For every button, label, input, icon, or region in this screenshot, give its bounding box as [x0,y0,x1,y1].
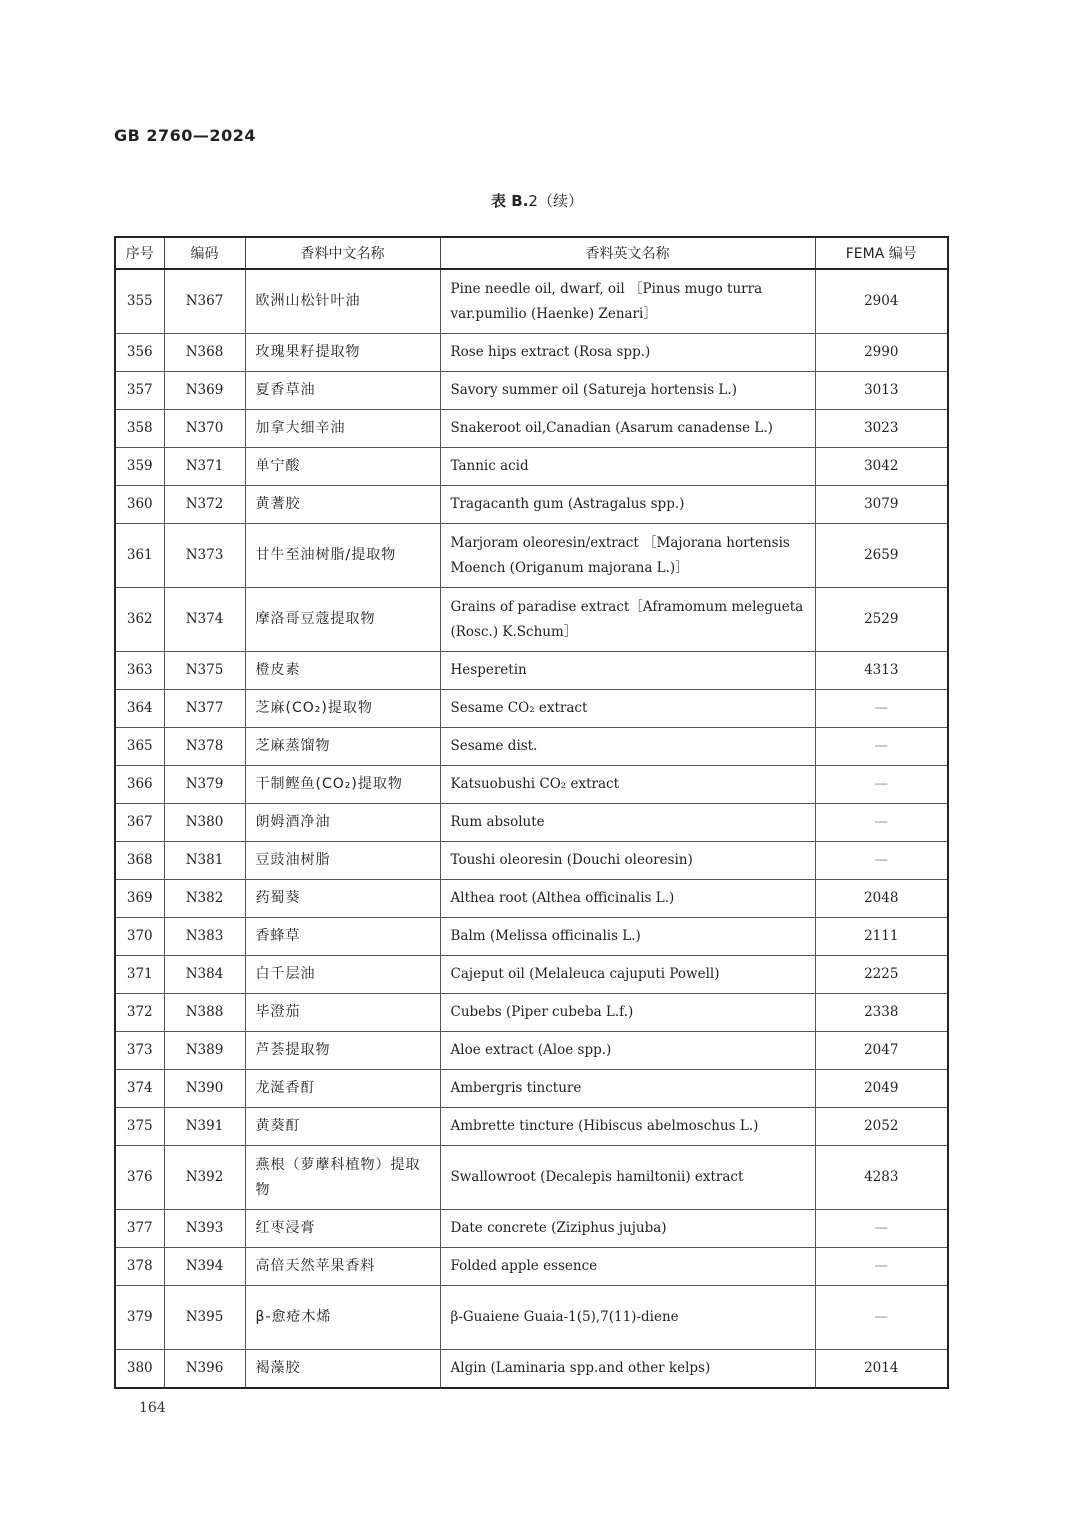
row-fema-number: 2659 [815,524,948,588]
row-code: N382 [164,880,245,918]
row-english-name: Sesame dist. [440,728,815,766]
row-number: 379 [115,1286,164,1350]
row-english-name: Algin (Laminaria spp.and other kelps) [440,1350,815,1389]
row-chinese-name: 豆豉油树脂 [245,842,440,880]
row-english-name: Pine needle oil, dwarf, oil ［Pinus mugo turra var.pumilio (Haenke) Zenari］ [440,269,815,334]
row-code: N374 [164,588,245,652]
row-code: N367 [164,269,245,334]
row-number: 364 [115,690,164,728]
row-english-name: Rose hips extract (Rosa spp.) [440,334,815,372]
row-number: 357 [115,372,164,410]
row-chinese-name: 橙皮素 [245,652,440,690]
row-chinese-name: 干制鲣鱼(CO₂)提取物 [245,766,440,804]
row-number: 371 [115,956,164,994]
row-english-name: Marjoram oleoresin/extract ［Majorana hortensis Moench (Origanum majorana L.)］ [440,524,815,588]
table-row [115,524,948,588]
table-row [115,880,948,918]
table-row [115,690,948,728]
row-chinese-name: 芝麻蒸馏物 [245,728,440,766]
row-number: 374 [115,1070,164,1108]
row-number: 358 [115,410,164,448]
row-english-name: Grains of paradise extract［Aframomum melegueta (Rosc.) K.Schum］ [440,588,815,652]
row-number: 361 [115,524,164,588]
table-row [115,1286,948,1350]
row-fema-number: 2338 [815,994,948,1032]
row-fema-number: — [815,766,948,804]
table-row [115,1146,948,1210]
table-row [115,766,948,804]
row-english-name: β-Guaiene Guaia-1(5),7(11)-diene [440,1286,815,1350]
row-number: 373 [115,1032,164,1070]
row-number: 360 [115,486,164,524]
row-code: N368 [164,334,245,372]
row-english-name: Cajeput oil (Melaleuca cajuputi Powell) [440,956,815,994]
row-fema-number: 2052 [815,1108,948,1146]
row-fema-number: — [815,804,948,842]
row-number: 362 [115,588,164,652]
row-english-name: Rum absolute [440,804,815,842]
row-chinese-name: 芝麻(CO₂)提取物 [245,690,440,728]
row-fema-number: 3023 [815,410,948,448]
row-chinese-name: 夏香草油 [245,372,440,410]
row-chinese-name: 甘牛至油树脂/提取物 [245,524,440,588]
row-code: N369 [164,372,245,410]
row-fema-number: 2529 [815,588,948,652]
row-chinese-name: β-愈疮木烯 [245,1286,440,1350]
row-english-name: Swallowroot (Decalepis hamiltonii) extract [440,1146,815,1210]
row-code: N373 [164,524,245,588]
row-code: N388 [164,994,245,1032]
table-row [115,486,948,524]
row-code: N394 [164,1248,245,1286]
row-fema-number: 4313 [815,652,948,690]
table-row [115,269,948,334]
table-row [115,994,948,1032]
row-code: N379 [164,766,245,804]
column-header-english-name: 香料英文名称 [440,237,815,269]
row-number: 363 [115,652,164,690]
page-number: 164 [139,1400,166,1416]
row-fema-number: 2014 [815,1350,948,1389]
row-fema-number: 2049 [815,1070,948,1108]
table-row [115,1350,948,1389]
row-fema-number: 2990 [815,334,948,372]
row-number: 378 [115,1248,164,1286]
row-chinese-name: 黄蓍胶 [245,486,440,524]
row-code: N396 [164,1350,245,1389]
table-row [115,1108,948,1146]
table-title-bold: 表 B. [491,192,529,210]
row-english-name: Savory summer oil (Satureja hortensis L.) [440,372,815,410]
row-code: N375 [164,652,245,690]
row-english-name: Althea root (Althea officinalis L.) [440,880,815,918]
row-chinese-name: 单宁酸 [245,448,440,486]
row-fema-number: 2904 [815,269,948,334]
table-row [115,728,948,766]
row-number: 356 [115,334,164,372]
row-fema-number: — [815,1286,948,1350]
row-chinese-name: 褐藻胶 [245,1350,440,1389]
row-chinese-name: 玫瑰果籽提取物 [245,334,440,372]
table-row [115,1070,948,1108]
row-fema-number: 2111 [815,918,948,956]
row-english-name: Ambergris tincture [440,1070,815,1108]
flavor-table [114,236,949,1389]
row-fema-number: 2048 [815,880,948,918]
row-english-name: Date concrete (Ziziphus jujuba) [440,1210,815,1248]
table-row [115,448,948,486]
table-row [115,334,948,372]
row-number: 355 [115,269,164,334]
table-row [115,1032,948,1070]
row-chinese-name: 欧洲山松针叶油 [245,269,440,334]
row-code: N371 [164,448,245,486]
row-code: N384 [164,956,245,994]
row-chinese-name: 芦荟提取物 [245,1032,440,1070]
row-number: 375 [115,1108,164,1146]
row-number: 359 [115,448,164,486]
row-chinese-name: 黄葵酊 [245,1108,440,1146]
row-code: N393 [164,1210,245,1248]
row-number: 369 [115,880,164,918]
row-fema-number: — [815,842,948,880]
row-english-name: Tragacanth gum (Astragalus spp.) [440,486,815,524]
column-header-chinese-name: 香料中文名称 [245,237,440,269]
table-title [0,190,1074,211]
row-chinese-name: 白千层油 [245,956,440,994]
table-body [115,269,948,1388]
row-english-name: Snakeroot oil,Canadian (Asarum canadense L.) [440,410,815,448]
table-row [115,956,948,994]
row-chinese-name: 药蜀葵 [245,880,440,918]
document-standard-header: GB 2760—2024 [114,126,256,145]
row-english-name: Aloe extract (Aloe spp.) [440,1032,815,1070]
row-fema-number: — [815,1210,948,1248]
row-number: 368 [115,842,164,880]
row-fema-number: 2047 [815,1032,948,1070]
table-row [115,1248,948,1286]
row-fema-number: 3079 [815,486,948,524]
row-fema-number: 3013 [815,372,948,410]
row-chinese-name: 龙涎香酊 [245,1070,440,1108]
row-number: 372 [115,994,164,1032]
row-chinese-name: 摩洛哥豆蔻提取物 [245,588,440,652]
row-number: 377 [115,1210,164,1248]
table-row [115,1210,948,1248]
row-chinese-name: 燕根（萝藦科植物）提取物 [245,1146,440,1210]
row-english-name: Cubebs (Piper cubeba L.f.) [440,994,815,1032]
row-english-name: Folded apple essence [440,1248,815,1286]
row-code: N392 [164,1146,245,1210]
table-row [115,652,948,690]
row-number: 380 [115,1350,164,1389]
row-number: 366 [115,766,164,804]
row-code: N378 [164,728,245,766]
table-header-row [115,237,948,269]
column-header-no: 序号 [115,237,164,269]
row-code: N380 [164,804,245,842]
table-row [115,804,948,842]
table-row [115,842,948,880]
row-chinese-name: 红枣浸膏 [245,1210,440,1248]
row-number: 367 [115,804,164,842]
row-code: N389 [164,1032,245,1070]
row-english-name: Hesperetin [440,652,815,690]
row-chinese-name: 朗姆酒净油 [245,804,440,842]
table-row [115,410,948,448]
row-english-name: Sesame CO₂ extract [440,690,815,728]
row-fema-number: 3042 [815,448,948,486]
row-fema-number: — [815,690,948,728]
table-row [115,588,948,652]
row-fema-number: — [815,1248,948,1286]
row-fema-number: 4283 [815,1146,948,1210]
row-code: N391 [164,1108,245,1146]
row-chinese-name: 高倍天然苹果香料 [245,1248,440,1286]
row-code: N370 [164,410,245,448]
table-row [115,372,948,410]
row-code: N390 [164,1070,245,1108]
row-chinese-name: 香蜂草 [245,918,440,956]
row-english-name: Katsuobushi CO₂ extract [440,766,815,804]
row-chinese-name: 加拿大细辛油 [245,410,440,448]
row-english-name: Ambrette tincture (Hibiscus abelmoschus L.) [440,1108,815,1146]
row-code: N383 [164,918,245,956]
column-header-code: 编码 [164,237,245,269]
row-number: 376 [115,1146,164,1210]
table-title-rest: 2（续） [528,192,583,210]
column-header-fema: FEMA 编号 [815,237,948,269]
row-chinese-name: 毕澄茄 [245,994,440,1032]
row-number: 365 [115,728,164,766]
row-english-name: Balm (Melissa officinalis L.) [440,918,815,956]
row-code: N372 [164,486,245,524]
table-row [115,918,948,956]
row-english-name: Toushi oleoresin (Douchi oleoresin) [440,842,815,880]
row-fema-number: — [815,728,948,766]
row-code: N381 [164,842,245,880]
row-code: N395 [164,1286,245,1350]
row-fema-number: 2225 [815,956,948,994]
row-code: N377 [164,690,245,728]
row-number: 370 [115,918,164,956]
row-english-name: Tannic acid [440,448,815,486]
